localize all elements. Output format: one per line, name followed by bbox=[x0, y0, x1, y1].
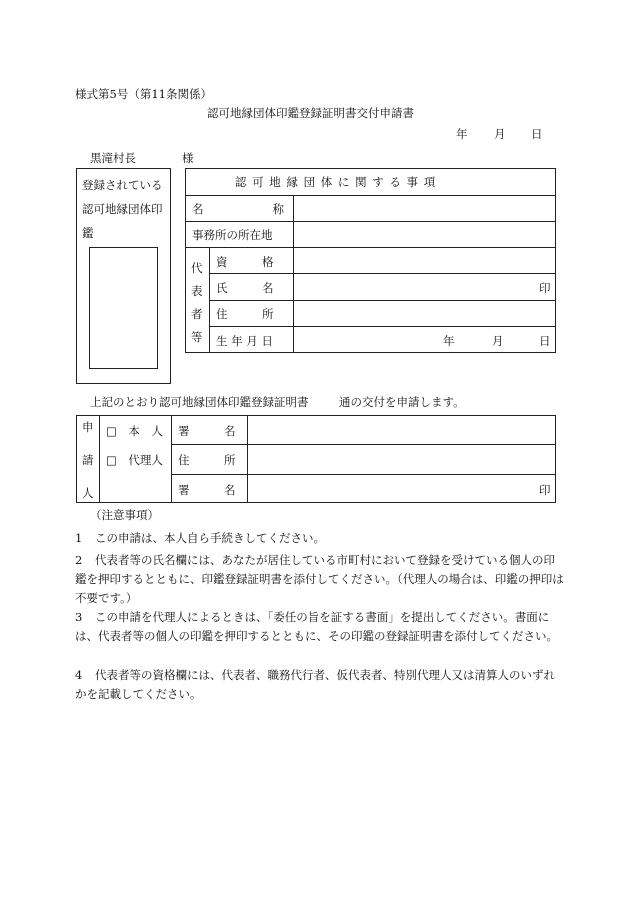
rep-seal-mark: 印 bbox=[539, 281, 551, 295]
name-label: 名 称 bbox=[192, 202, 284, 216]
rep-group-char-2: 表 bbox=[191, 284, 203, 298]
request-text-part2: 通の交付を申請します。 bbox=[339, 395, 465, 409]
rep-group-char-4: 等 bbox=[191, 330, 203, 344]
applicant-seal-mark: 印 bbox=[539, 483, 551, 497]
note-number: 3 bbox=[75, 610, 83, 624]
note-3 bbox=[75, 608, 565, 646]
note-number: 1 bbox=[75, 531, 83, 545]
addressee-suffix: 様 bbox=[182, 151, 194, 165]
rep-name-label: 氏 名 bbox=[216, 281, 274, 295]
agent-signature-label: 署 名 bbox=[178, 483, 236, 497]
seal-box-label-line1: 登録されている bbox=[82, 178, 163, 192]
checkbox-agent[interactable]: □ 代理人 bbox=[106, 453, 163, 467]
applicant-group-char-2: 請 bbox=[82, 453, 94, 467]
office-address-field[interactable] bbox=[294, 222, 555, 246]
qualification-field[interactable] bbox=[294, 248, 555, 272]
note-text: 代表者等の資格欄には、代表者、職務代行者、仮代表者、特別代理人又は清算人のいずれかを記載してください。 bbox=[75, 668, 555, 701]
note-1 bbox=[75, 529, 565, 548]
rep-group-char-3: 者 bbox=[191, 307, 203, 321]
note-text: この申請は、本人自ら手続きしてください。 bbox=[95, 531, 325, 545]
birth-year: 年 bbox=[443, 334, 455, 348]
addressee: 黒滝村長 bbox=[90, 151, 136, 165]
applicant-address-field[interactable] bbox=[248, 445, 555, 473]
rep-group-char-1: 代 bbox=[191, 261, 203, 275]
applicant-group-char-1: 申 bbox=[82, 420, 94, 434]
note-text: 代表者等の氏名欄には、あなたが居住している市町村において登録を受けている個人の印鑑を押印するとともに、印鑑登録証明書を添付してください。（代理人の場合は、印鑑の押印は不要です。） bbox=[75, 553, 564, 605]
checkbox-self[interactable]: □ 本 人 bbox=[106, 424, 163, 438]
date-year: 年 bbox=[456, 127, 468, 141]
document-title: 認可地縁団体印鑑登録証明書交付申請書 bbox=[207, 106, 414, 120]
birthdate-field[interactable] bbox=[294, 327, 555, 352]
request-text-part1: 上記のとおり認可地縁団体印鑑登録証明書 bbox=[90, 395, 309, 409]
rep-address-label: 住 所 bbox=[216, 307, 274, 321]
rep-address-field[interactable] bbox=[294, 301, 555, 325]
office-address-label: 事務所の所在地 bbox=[192, 228, 273, 242]
note-text: この申請を代理人によるときは、「委任の旨を証する書面」を提出してください。書面には、代表者等の個人の印鑑を押印するとともに、その印鑑の登録証明書を添付してください。 bbox=[75, 610, 558, 643]
applicant-signature-field[interactable] bbox=[248, 416, 555, 443]
qualification-label: 資 格 bbox=[216, 255, 274, 269]
form-number: 様式第5号（第11条関係） bbox=[75, 87, 212, 101]
note-2 bbox=[75, 551, 565, 608]
date-month: 月 bbox=[494, 127, 506, 141]
birthdate-label: 生 年 月 日 bbox=[216, 334, 273, 348]
birth-month: 月 bbox=[492, 334, 504, 348]
rep-name-field[interactable] bbox=[294, 274, 555, 299]
name-field[interactable] bbox=[294, 196, 555, 220]
seal-stamp-area[interactable] bbox=[89, 247, 158, 369]
note-number: 4 bbox=[75, 668, 83, 682]
agent-signature-field[interactable] bbox=[248, 475, 555, 502]
seal-box-label-line2: 認可地縁団体印 bbox=[82, 202, 163, 216]
applicant-address-label: 住 所 bbox=[178, 453, 236, 467]
seal-box-label-line3: 鑑 bbox=[82, 226, 94, 240]
date-day: 日 bbox=[531, 127, 543, 141]
applicant-group-char-3: 人 bbox=[82, 486, 94, 500]
note-number: 2 bbox=[75, 553, 83, 567]
birth-day: 日 bbox=[539, 334, 551, 348]
copies-count-field[interactable] bbox=[318, 391, 338, 407]
note-4 bbox=[75, 666, 565, 704]
matters-header: 認 可 地 縁 団 体 に 関 す る 事 項 bbox=[235, 175, 437, 189]
applicant-signature-label: 署 名 bbox=[178, 424, 236, 438]
notes-title: （注意事項） bbox=[90, 508, 159, 522]
